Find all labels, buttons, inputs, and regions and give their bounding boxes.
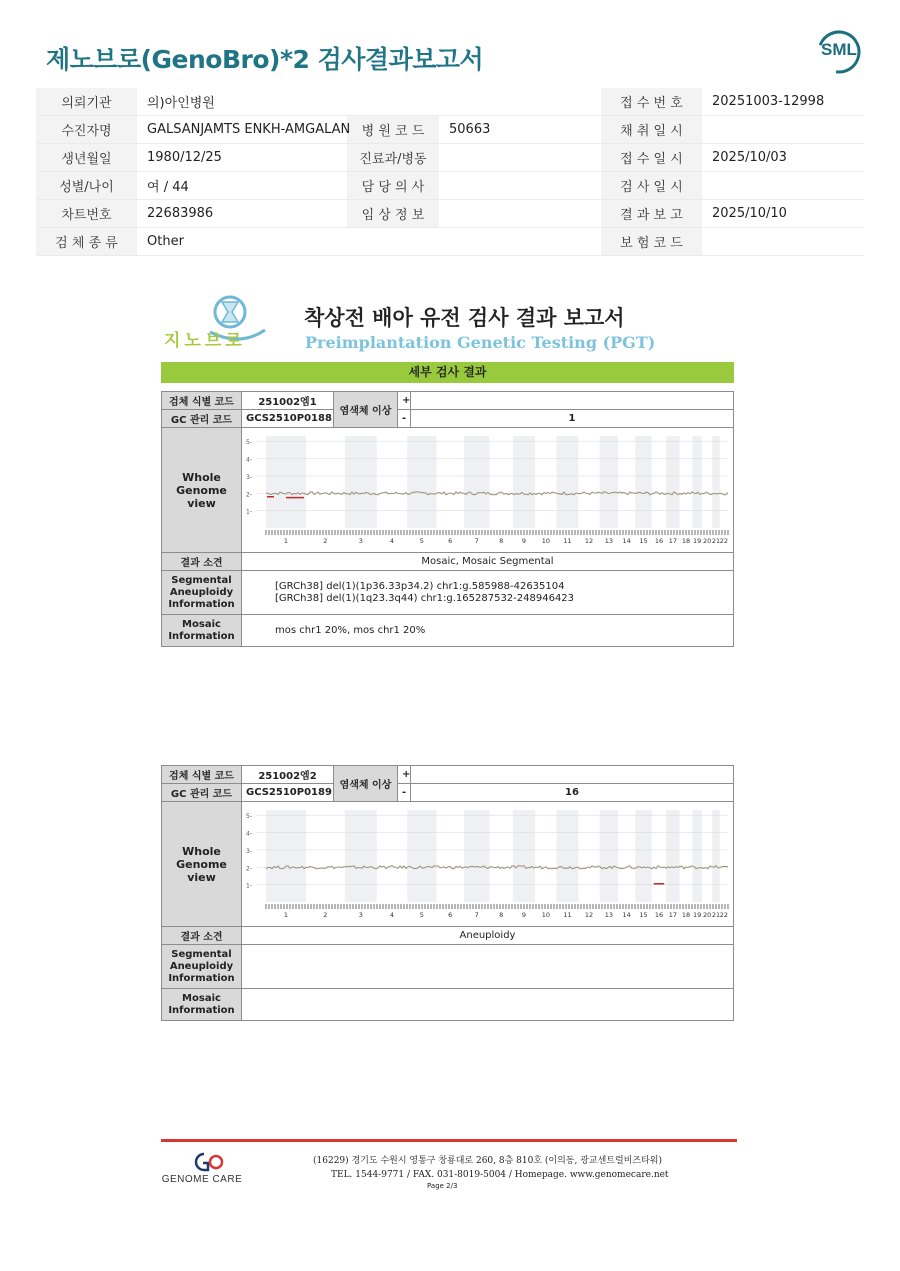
genome-plot-cell	[242, 802, 734, 927]
info-label: 접 수 번 호	[601, 88, 702, 116]
info-label: 검 사 일 시	[601, 172, 702, 200]
info-row	[36, 172, 864, 200]
info-value: GALSANJAMTS ENKH-AMGALAN	[137, 116, 347, 144]
chromosome-band	[692, 810, 701, 902]
chromosome-band	[712, 436, 720, 528]
info-value: 여 / 44	[137, 172, 347, 200]
x-tick-label: 13	[604, 911, 614, 919]
x-tick-label: 2	[323, 537, 328, 545]
pgt-title: 착상전 배아 유전 검사 결과 보고서	[304, 306, 625, 330]
x-tick-label: 11	[563, 537, 572, 545]
segmental-value	[242, 945, 734, 989]
x-tick-label: 21	[711, 537, 721, 545]
info-row	[36, 200, 864, 228]
info-label	[347, 228, 439, 256]
x-tick-label: 5	[419, 911, 424, 919]
x-tick-label: 15	[639, 537, 648, 545]
result-value: Mosaic, Mosaic Segmental	[242, 553, 734, 571]
x-tick-label: 7	[474, 537, 479, 545]
y-tick-label: 4-	[246, 830, 252, 838]
info-label: 수진자명	[36, 116, 137, 144]
result-label: 결과 소견	[162, 927, 242, 945]
report-title: 제노브로(GenoBro)*2 검사결과보고서	[46, 45, 484, 74]
x-tick-label: 3	[358, 911, 363, 919]
x-tick-label: 9	[521, 537, 527, 545]
whole-genome-plot	[242, 802, 732, 923]
mosaic-value	[242, 989, 734, 1021]
gc-code-label: GC 관리 코드	[162, 410, 242, 428]
info-value: 1980/12/25	[137, 144, 347, 172]
chromosome-band	[635, 810, 651, 902]
x-tick-label: 14	[622, 911, 631, 919]
x-tick-label: 8	[499, 911, 504, 919]
info-label: 검 체 종 류	[36, 228, 137, 256]
sample-table-1	[161, 391, 734, 647]
info-row	[36, 116, 864, 144]
plus-sign: +	[398, 766, 411, 784]
info-label: 접 수 일 시	[601, 144, 702, 172]
pgt-subtitle: Preimplantation Genetic Testing (PGT)	[305, 333, 656, 352]
segmental-value	[242, 571, 734, 615]
info-label: 생년월일	[36, 144, 137, 172]
chromosome-band	[600, 810, 618, 902]
x-tick-label: 11	[563, 911, 572, 919]
chromosome-band	[557, 436, 579, 528]
chromosome-band	[464, 436, 490, 528]
info-label: 의뢰기관	[36, 88, 137, 116]
info-label: 임 상 정 보	[347, 200, 439, 228]
x-tick-label: 9	[521, 911, 527, 919]
info-row	[36, 228, 864, 256]
info-value: 20251003-12998	[702, 88, 864, 116]
y-tick-label: 3-	[246, 847, 252, 855]
y-tick-label: 3-	[246, 473, 252, 481]
sml-logo	[816, 28, 862, 76]
info-value: Other	[137, 228, 347, 256]
x-tick-label: 16	[654, 537, 664, 545]
sample-id-value: 251002엠1	[242, 392, 334, 410]
x-tick-label: 20	[702, 911, 712, 919]
x-tick-label: 4	[389, 537, 395, 545]
x-tick-label: 2	[323, 911, 328, 919]
x-tick-label: 20	[702, 537, 712, 545]
info-value	[439, 200, 601, 228]
x-tick-label: 4	[389, 911, 395, 919]
info-value	[439, 88, 601, 116]
minus-value: 16	[411, 784, 734, 802]
footer-divider	[161, 1139, 737, 1142]
sml-logo-text: SML	[821, 40, 857, 59]
chromosome-band	[712, 810, 720, 902]
x-tick-label: 21	[711, 911, 721, 919]
info-label: 성별/나이	[36, 172, 137, 200]
x-tick-label: 19	[693, 537, 702, 545]
info-value	[439, 228, 601, 256]
x-tick-label: 15	[639, 911, 648, 919]
chromosome-band	[557, 810, 579, 902]
x-tick-label: 22	[719, 911, 729, 919]
x-tick-label: 22	[719, 537, 729, 545]
chromosome-band	[407, 436, 436, 528]
sample-id-label: 검체 식별 코드	[162, 392, 242, 410]
gc-code-value: GCS2510P0188	[242, 410, 334, 428]
chromosome-band	[345, 810, 377, 902]
chromosome-band	[666, 810, 679, 902]
chromosome-band	[692, 436, 701, 528]
x-tick-label: 6	[448, 537, 453, 545]
info-value	[439, 172, 601, 200]
x-tick-label: 5	[419, 537, 424, 545]
chromosome-band	[635, 436, 651, 528]
minus-sign: -	[398, 410, 411, 428]
info-value: 의)아인병원	[137, 88, 347, 116]
chromosome-band	[345, 436, 377, 528]
minus-sign: -	[398, 784, 411, 802]
info-label: 보 험 코 드	[601, 228, 702, 256]
whole-genome-label: Whole Genome view	[162, 802, 242, 927]
chrom-abn-label: 염색체 이상	[334, 766, 398, 802]
x-tick-label: 17	[668, 537, 678, 545]
x-tick-label: 8	[499, 537, 504, 545]
x-tick-label: 14	[622, 537, 631, 545]
segmental-line-1: [GRCh38] del(1)(1p36.33p34.2) chr1:g.585988-42635104	[275, 580, 565, 592]
genome-plot-cell	[242, 428, 734, 553]
x-tick-label: 3	[358, 537, 363, 545]
sample-id-value: 251002엠2	[242, 766, 334, 784]
page-number: Page 2/3	[427, 1182, 458, 1190]
y-tick-label: 4-	[246, 456, 252, 464]
segmental-label: Segmental Aneuploidy Information	[162, 571, 242, 615]
x-tick-label: 12	[584, 911, 594, 919]
section-title-bar: 세부 검사 결과	[161, 362, 734, 383]
x-tick-label: 6	[448, 911, 453, 919]
gc-code-value: GCS2510P0189	[242, 784, 334, 802]
info-label: 결 과 보 고	[601, 200, 702, 228]
plus-sign: +	[398, 392, 411, 410]
x-tick-label: 16	[654, 911, 664, 919]
info-value: 50663	[439, 116, 601, 144]
y-tick-label: 5-	[246, 439, 252, 447]
y-tick-label: 1-	[246, 508, 252, 516]
segmental-label: Segmental Aneuploidy Information	[162, 945, 242, 989]
chromosome-band	[464, 810, 490, 902]
footer-address	[313, 1154, 669, 1182]
x-tick-label: 1	[283, 537, 289, 545]
info-label: 채 취 일 시	[601, 116, 702, 144]
x-tick-label: 10	[541, 911, 550, 919]
x-tick-label: 7	[474, 911, 479, 919]
sample-table-2	[161, 765, 734, 1021]
chromosome-band	[266, 810, 306, 902]
info-label	[347, 88, 439, 116]
chromosome-band	[407, 810, 436, 902]
info-value	[439, 144, 601, 172]
mosaic-label: Mosaic Information	[162, 615, 242, 647]
info-value	[702, 116, 864, 144]
result-value: Aneuploidy	[242, 927, 734, 945]
x-tick-label: 17	[668, 911, 678, 919]
info-value: 2025/10/03	[702, 144, 864, 172]
y-tick-label: 2-	[246, 865, 252, 873]
whole-genome-label: Whole Genome view	[162, 428, 242, 553]
info-label: 담 당 의 사	[347, 172, 439, 200]
whole-genome-plot	[242, 428, 732, 549]
chrom-abn-label: 염색체 이상	[334, 392, 398, 428]
result-label: 결과 소견	[162, 553, 242, 571]
info-value: 2025/10/10	[702, 200, 864, 228]
genobro-logo	[160, 292, 270, 352]
info-value	[702, 172, 864, 200]
info-label: 병 원 코 드	[347, 116, 439, 144]
plus-value	[411, 392, 734, 410]
y-tick-label: 5-	[246, 813, 252, 821]
x-tick-label: 19	[693, 911, 702, 919]
x-tick-label: 18	[681, 537, 691, 545]
sample-id-label: 검체 식별 코드	[162, 766, 242, 784]
mosaic-label: Mosaic Information	[162, 989, 242, 1021]
x-tick-label: 1	[283, 911, 289, 919]
x-tick-label: 12	[584, 537, 594, 545]
x-tick-label: 18	[681, 911, 691, 919]
mosaic-value: mos chr1 20%, mos chr1 20%	[242, 615, 734, 647]
minus-value: 1	[411, 410, 734, 428]
address-line: (16229) 경기도 수원시 영통구 창룡대로 260, 8층 810호 (이의동, 광교센트럴비즈타워)	[313, 1156, 662, 1166]
info-value	[702, 228, 864, 256]
chromosome-band	[600, 436, 618, 528]
info-value: 22683986	[137, 200, 347, 228]
info-row	[36, 88, 864, 116]
chromosome-band	[666, 436, 679, 528]
info-label: 진료과/병동	[347, 144, 439, 172]
y-tick-label: 2-	[246, 491, 252, 499]
chromosome-band	[266, 436, 306, 528]
contact-line: TEL. 1544-9771 / FAX. 031-8019-5004 / Homepage. www.genomecare.net	[331, 1170, 669, 1180]
info-label: 차트번호	[36, 200, 137, 228]
x-tick-label: 13	[604, 537, 614, 545]
genobro-logo-text: 지노브로	[164, 331, 246, 351]
genome-care-logo	[160, 1150, 250, 1190]
patient-info-table	[36, 88, 864, 256]
segmental-line-2: [GRCh38] del(1)(1q23.3q44) chr1:g.165287532-248946423	[275, 592, 575, 604]
chromosome-band	[513, 810, 535, 902]
genome-care-text: GENOME CARE	[161, 1174, 243, 1185]
gc-code-label: GC 관리 코드	[162, 784, 242, 802]
y-tick-label: 1-	[246, 882, 252, 890]
info-row	[36, 144, 864, 172]
chromosome-band	[513, 436, 535, 528]
plus-value	[411, 766, 734, 784]
x-tick-label: 10	[541, 537, 550, 545]
